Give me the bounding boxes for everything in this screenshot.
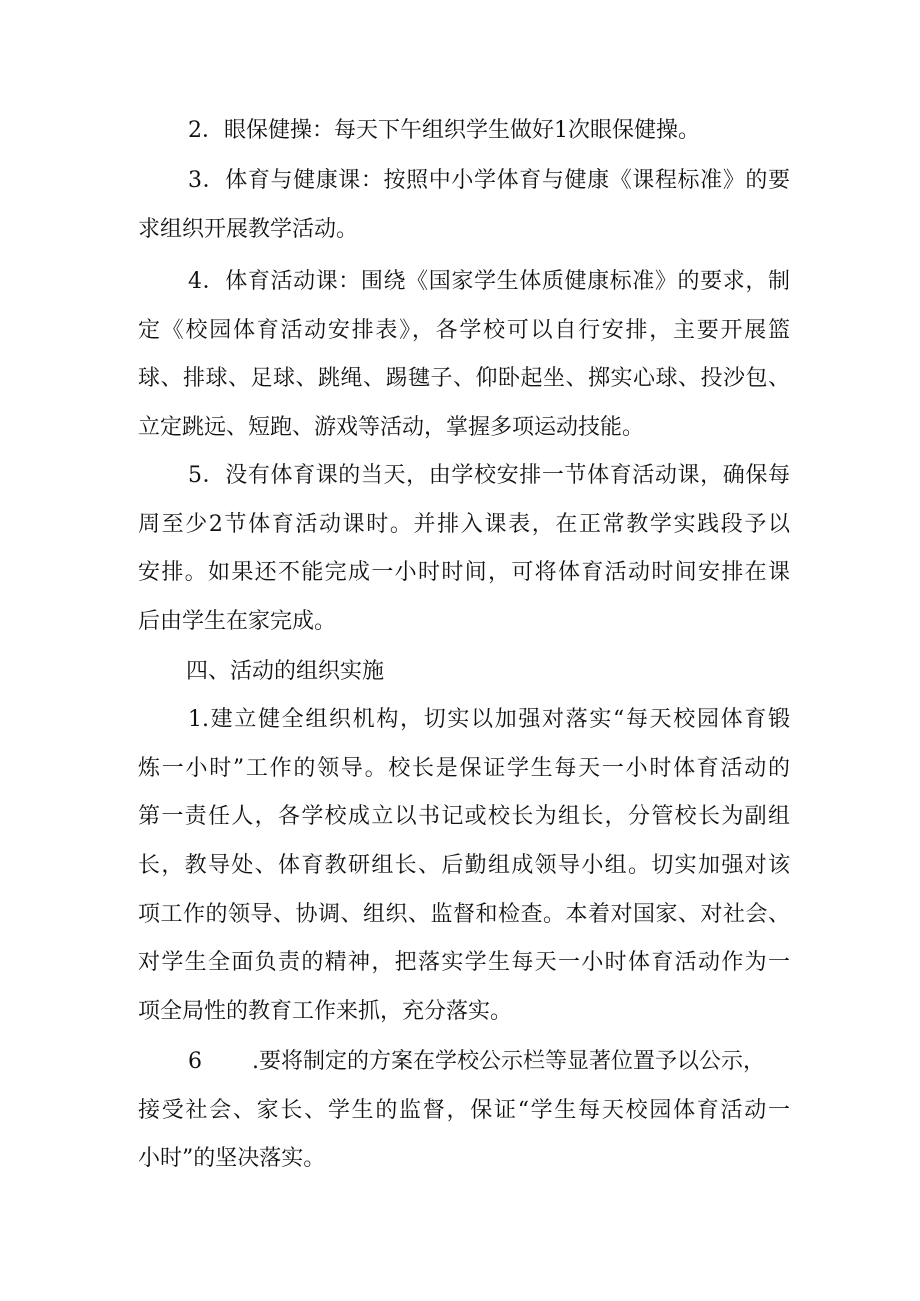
- paragraph-org-6: [138, 1038, 790, 1184]
- paragraph-line: 长，教导处、体育教研组长、后勤组成领导小组。切实加强对该: [138, 853, 790, 879]
- paragraph-item-2: [138, 107, 790, 156]
- paragraph-line-text: .要将制定的方案在学校公示栏等显著位置予以公示，: [252, 1049, 765, 1074]
- paragraph-line: 立定跳远、短跑、游戏等活动，掌握多项运动技能。: [138, 415, 645, 441]
- paragraph-line: 2．眼保健操：每天下午组织学生做好1次眼保健操。: [188, 118, 700, 143]
- paragraph-line: 项全局性的教育工作来抓，充分落实。: [138, 999, 513, 1025]
- paragraph-line: 4．体育活动课：围绕《国家学生体质健康标准》的要求，制: [188, 269, 790, 294]
- section-heading: [138, 648, 790, 697]
- paragraph-item-4: [138, 258, 790, 453]
- item-number: 6: [188, 1049, 202, 1074]
- paragraph-line: 求组织开展教学活动。: [138, 216, 359, 242]
- paragraph-line: 第一责任人，各学校成立以书记或校长为组长，分管校长为副组: [138, 804, 790, 830]
- paragraph-line: 安排。如果还不能完成一小时时间，可将体育活动时间安排在课: [138, 560, 790, 586]
- paragraph-line: 后由学生在家完成。: [138, 609, 337, 635]
- paragraph-line: 球、排球、足球、跳绳、踢毽子、仰卧起坐、掷实心球、投沙包、: [138, 366, 790, 392]
- paragraph-line: 炼一小时”工作的领导。校长是保证学生每天一小时体育活动的: [138, 755, 790, 781]
- paragraph-item-3: [138, 157, 790, 254]
- paragraph-line: 小时”的坚决落实。: [138, 1146, 326, 1172]
- paragraph-line: 项工作的领导、协调、组织、监督和检查。本着对国家、对社会、: [138, 901, 790, 927]
- paragraph-line: 1.建立健全组织机构，切实以加强对落实“每天校园体育锻: [188, 707, 790, 732]
- section-heading-text: 四、活动的组织实施: [186, 659, 385, 684]
- paragraph-line: 3．体育与健康课：按照中小学体育与健康《课程标准》的要: [188, 168, 790, 193]
- paragraph-line: 5．没有体育课的当天，由学校安排一节体育活动课，确保每: [188, 463, 790, 488]
- paragraph-line: 接受社会、家长、学生的监督，保证“学生每天校园体育活动一: [138, 1097, 790, 1123]
- paragraph-line-numbered: [138, 1038, 790, 1087]
- paragraph-line: 定《校园体育活动安排表》，各学校可以自行安排，主要开展篮: [138, 317, 790, 343]
- paragraph-line: 周至少2节体育活动课时。并排入课表，在正常教学实践段予以: [138, 511, 790, 537]
- paragraph-item-5: [138, 452, 790, 647]
- paragraph-org-1: [138, 696, 790, 1037]
- paragraph-line: 对学生全面负责的精神，把落实学生每天一小时体育活动作为一: [138, 950, 790, 976]
